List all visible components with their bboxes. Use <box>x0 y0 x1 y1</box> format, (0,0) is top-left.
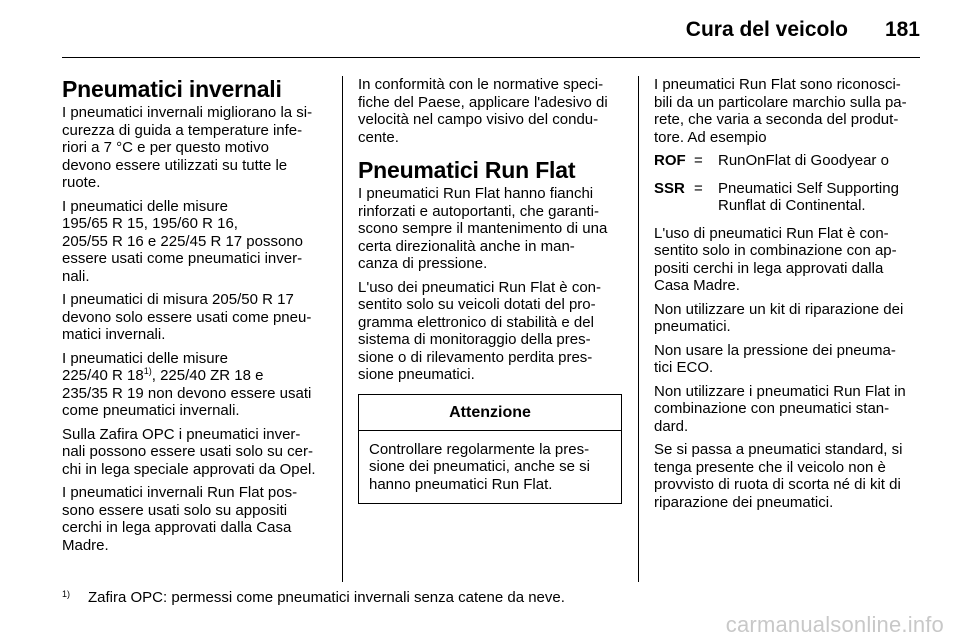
paragraph: I pneumatici di misura 205/50 R 17 devono solo essere usati come pneu- matici invernali. <box>62 291 312 343</box>
definition-term: ROF <box>654 152 686 169</box>
paragraph: Se si passa a pneumatici standard, si tenga presente che il veicolo non è provvisto di ruota di scorta né di kit di riparazione dei pneumatici. <box>654 441 903 511</box>
text-span: 225/40 R 18 <box>62 367 144 384</box>
footnote-mark: 1) <box>62 589 71 599</box>
paragraph: Non usare la pressione dei pneuma- tici ECO. <box>654 341 896 376</box>
paragraph: In conformità con le normative speci- fiche del Paese, applicare l'adesivo di velocità nel campo visivo del condu- cente. <box>358 76 608 146</box>
definition-description: Pneumatici Self Supporting Runflat di Continental. <box>718 179 899 214</box>
paragraph: I pneumatici invernali migliorano la si- curezza di guida a temperature infe- riori a 7 °C e per questo motivo devono essere utilizzati su tutte le ruote. <box>62 104 313 191</box>
definition-separator: = <box>694 179 703 197</box>
paragraph-with-footnote-ref <box>62 350 328 420</box>
definition-separator: = <box>694 152 703 169</box>
column-divider-2 <box>638 76 639 582</box>
heading-winter-tires: Pneumatici invernali <box>62 76 282 102</box>
paragraph: L'uso dei pneumatici Run Flat è con- sentito solo su veicoli dotati del pro- gramma elettronico di stabilità e del sistema di monitoraggio della pres- sione o di rilevamento perdita pres- sione pneumatici. <box>358 278 601 383</box>
definition-item <box>654 180 922 215</box>
paragraph: Non utilizzare un kit di riparazione dei pneumatici. <box>654 300 904 335</box>
text-span: 235/35 R 19 non devono essere usati come pneumatici invernali. <box>62 384 312 419</box>
text-span: I pneumatici delle misure <box>62 349 228 367</box>
footnote-reference[interactable]: 1) <box>143 366 152 376</box>
page-number: 181 <box>884 18 920 41</box>
warning-box <box>358 394 622 505</box>
heading-run-flat: Pneumatici Run Flat <box>358 157 576 183</box>
definition-term: SSR <box>654 179 685 197</box>
definition-item <box>654 152 922 170</box>
paragraph: I pneumatici Run Flat hanno fianchi rinforzati e autoportanti, che garanti- scono sempre il mantenimento di una certa direzionalità anche in man- canza di pressione. <box>358 185 608 272</box>
watermark: carmanualsonline.info <box>725 612 944 637</box>
warning-text: Controllare regolarmente la pres- sione dei pneumatici, anche se si hanno pneumatici Run Flat. <box>369 440 590 493</box>
paragraph: I pneumatici invernali Run Flat pos- sono essere usati solo su appositi cerchi in lega approvati dalla Casa Madre. <box>62 484 298 554</box>
paragraph: Non utilizzare i pneumatici Run Flat in combinazione con pneumatici stan- dard. <box>654 382 906 435</box>
paragraph: L'uso di pneumatici Run Flat è con- sentito solo in combinazione con ap- positi cerchi in lega approvati dalla Casa Madre. <box>654 224 897 294</box>
column-3 <box>654 76 922 517</box>
footnote-text: Zafira OPC: permessi come pneumatici invernali senza catene da neve. <box>88 589 565 606</box>
paragraph: Sulla Zafira OPC i pneumatici inver- nali possono essere usati solo su cer- chi in lega speciale approvati da Opel. <box>62 425 316 478</box>
column-1 <box>62 76 328 560</box>
text-span: , 225/40 ZR 18 e <box>151 367 264 384</box>
page-header <box>62 14 920 58</box>
warning-title: Attenzione <box>359 395 621 431</box>
column-divider-1 <box>342 76 343 582</box>
definition-list <box>654 152 922 215</box>
column-2 <box>358 76 622 504</box>
paragraph: I pneumatici delle misure 195/65 R 15, 195/60 R 16, 205/55 R 16 e 225/45 R 17 possono essere usati come pneumatici inver- nali. <box>62 197 304 285</box>
section-title: Cura del veicolo <box>685 18 848 41</box>
definition-description: RunOnFlat di Goodyear o <box>718 152 889 169</box>
paragraph: I pneumatici Run Flat sono riconosci- bili da un particolare marchio sulla pa- rete, che varia a seconda del produt- tore. Ad esempio <box>654 76 907 146</box>
